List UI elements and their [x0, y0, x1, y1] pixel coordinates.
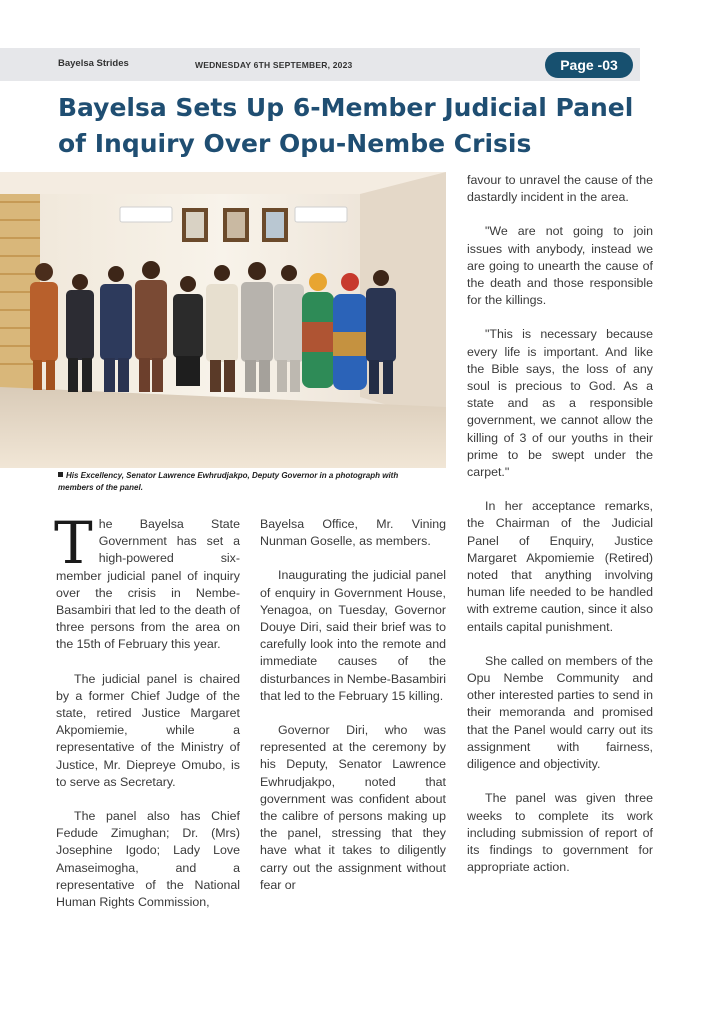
- publication-name: Bayelsa Strides: [58, 58, 129, 69]
- issue-date: WEDNESDAY 6TH SEPTEMBER, 2023: [195, 60, 353, 70]
- headline: Bayelsa Sets Up 6-Member Judicial Panel of Inquiry Over Opu-Nembe Crisis: [58, 93, 634, 158]
- paragraph: The panel also has Chief Fedude Zimughan; Dr. (Mrs) Josephine Igodo; Lady Love Amaseimogha, and a representative of the National Human Rights Commission,: [56, 809, 240, 910]
- paragraph: "We are not going to join issues with anybody, instead we are going to unearth the cause of the death and those responsible for the killings.: [467, 224, 653, 308]
- article-photo: [0, 172, 446, 468]
- paragraph: favour to unravel the cause of the dastardly incident in the area.: [467, 173, 653, 205]
- paragraph-text: he Bayelsa State Government has set a high-powered six-member judicial panel of inquiry over the crisis in Nembe-Basambiri that led to the death of three persons from the area on the 15th of February this year.: [56, 517, 240, 652]
- paragraph: Governor Diri, who was represented at the ceremony by his Deputy, Senator Lawrence Ewhrudjakpo, noted that government was confident about the calibre of persons making up the panel, stressing that they have what it takes to diligently carry out the assignment without fear or: [260, 723, 446, 892]
- paragraph: Bayelsa Office, Mr. Vining Nunman Goselle, as members.: [260, 517, 446, 549]
- caption-bullet-icon: [58, 472, 63, 477]
- article-column-3: [467, 172, 653, 893]
- caption-text: His Excellency, Senator Lawrence Ewhrudjakpo, Deputy Governor in a photograph with members of the panel.: [58, 471, 399, 492]
- paragraph: She called on members of the Opu Nembe Community and other interested parties to send in their memoranda and promised that the Panel would carry out its assignment with fairness, diligence and objectivity.: [467, 653, 653, 772]
- paragraph: In her acceptance remarks, the Chairman of the Judicial Panel of Enquiry, Justice Margaret Akpomiemie (Retired) noted that anything involving human life needed to be handled with extreme caution, since it also entails capital punishment.: [467, 499, 653, 634]
- paragraph: Inaugurating the judicial panel of enquiry in Government House, Yenagoa, on Tuesday, Governor Douye Diri, said their brief was to carefully look into the remote and immediate causes of the disturbances in Nembe-Basambiri that led to the February 15 killing.: [260, 568, 446, 703]
- page-number-badge: Page -03: [545, 52, 633, 78]
- paragraph: "This is necessary because every life is important. And like the Bible says, the loss of any soul is precious to God. As a state and as a responsible government, we cannot allow the killing of 3 of our youths in their prime to be swept under the carpet.": [467, 327, 653, 480]
- article-column-2: [260, 516, 446, 911]
- article-column-1: [54, 509, 240, 928]
- paragraph: The panel was given three weeks to complete its work including submission of report of its findings to government for appropriate action.: [467, 791, 653, 875]
- photo-caption: [58, 470, 418, 494]
- paragraph: The judicial panel is chaired by a former Chief Judge of the state, retired Justice Margaret Akpomiemie, while a representative of the Ministry of Justice, Mr. Diepreye Omubo, is to serve as Secretary.: [56, 671, 240, 789]
- drop-cap: T: [54, 509, 93, 577]
- paragraph: [54, 509, 240, 654]
